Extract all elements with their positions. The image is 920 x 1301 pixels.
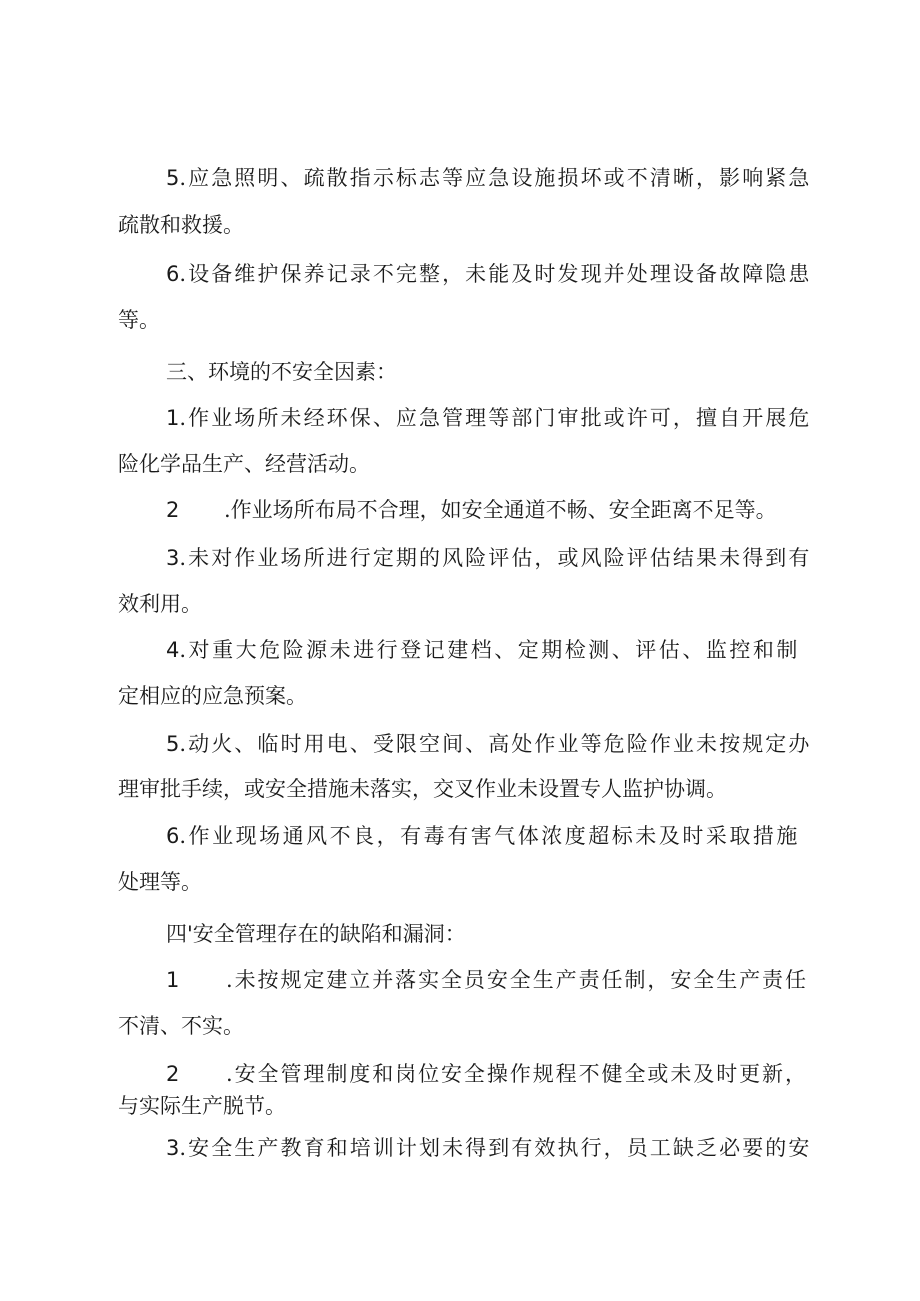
- list-item: [166, 404, 809, 432]
- item-text-continued: 效利用。: [118, 592, 202, 616]
- item-text-continued: 处理等。: [118, 870, 202, 894]
- list-item: [166, 1134, 809, 1162]
- list-item: [166, 822, 797, 850]
- item-text-continued: 与实际生产脱节。: [118, 1094, 286, 1118]
- item-text-continued: 定相应的应急预案。: [118, 684, 307, 708]
- item-text: .未对作业场所进行定期的风险评估，或风险评估结果未得到有: [179, 546, 810, 570]
- list-item: [166, 730, 809, 758]
- item-text: .应急照明、疏散指示标志等应急设施损坏或不清晰，影响紧急: [179, 166, 810, 190]
- item-text: .安全生产教育和培训计划未得到有效执行，员工缺乏必要的安: [179, 1136, 810, 1160]
- list-item: [166, 544, 809, 572]
- item-text-continued: 疏散和救援。: [118, 213, 244, 237]
- item-number: 3: [166, 1136, 180, 1160]
- item-text: .作业场所布局不合理，如安全通道不畅、安全距离不足等。: [224, 498, 777, 522]
- item-text: .未按规定建立并落实全员安全生产责任制，安全生产责任: [226, 968, 806, 992]
- item-text: .安全管理制度和岗位安全操作规程不健全或未及时更新，: [226, 1062, 806, 1086]
- item-text: .作业现场通风不良，有毒有害气体浓度超标未及时采取措施: [179, 824, 798, 848]
- section-heading: 三、环境的不安全因素：: [166, 360, 397, 384]
- item-text: .动火、临时用电、受限空间、高处作业等危险作业未按规定办: [179, 732, 810, 756]
- item-number: 4: [166, 638, 180, 662]
- list-item: [166, 636, 797, 664]
- item-text-continued: 险化学品生产、经营活动。: [118, 452, 370, 476]
- item-text: .对重大危险源未进行登记建档、定期检测、评估、监控和制: [179, 638, 798, 662]
- list-item: [166, 966, 806, 994]
- list-item: [166, 260, 809, 288]
- list-item: [166, 164, 809, 192]
- item-number: 5: [166, 166, 180, 190]
- list-item: [166, 1060, 806, 1088]
- item-number: 2: [166, 1062, 180, 1086]
- item-text-continued: 理审批手续，或安全措施未落实，交叉作业未设置专人监护协调。: [118, 777, 727, 801]
- item-number: 6: [166, 824, 180, 848]
- item-text-continued: 不清、不实。: [118, 1014, 244, 1038]
- item-number: 3: [166, 546, 180, 570]
- item-number: 2: [166, 498, 180, 522]
- item-number: 1: [166, 406, 180, 430]
- item-text: .设备维护保养记录不完整，未能及时发现并处理设备故障隐患: [179, 262, 810, 286]
- item-number: 1: [166, 968, 180, 992]
- item-number: 6: [166, 262, 180, 286]
- item-text-continued: 等。: [118, 308, 160, 332]
- section-heading: 四'安全管理存在的缺陷和漏洞：: [166, 922, 466, 946]
- item-text: .作业场所未经环保、应急管理等部门审批或许可，擅自开展危: [179, 406, 810, 430]
- item-number: 5: [166, 732, 180, 756]
- list-item: [166, 496, 777, 524]
